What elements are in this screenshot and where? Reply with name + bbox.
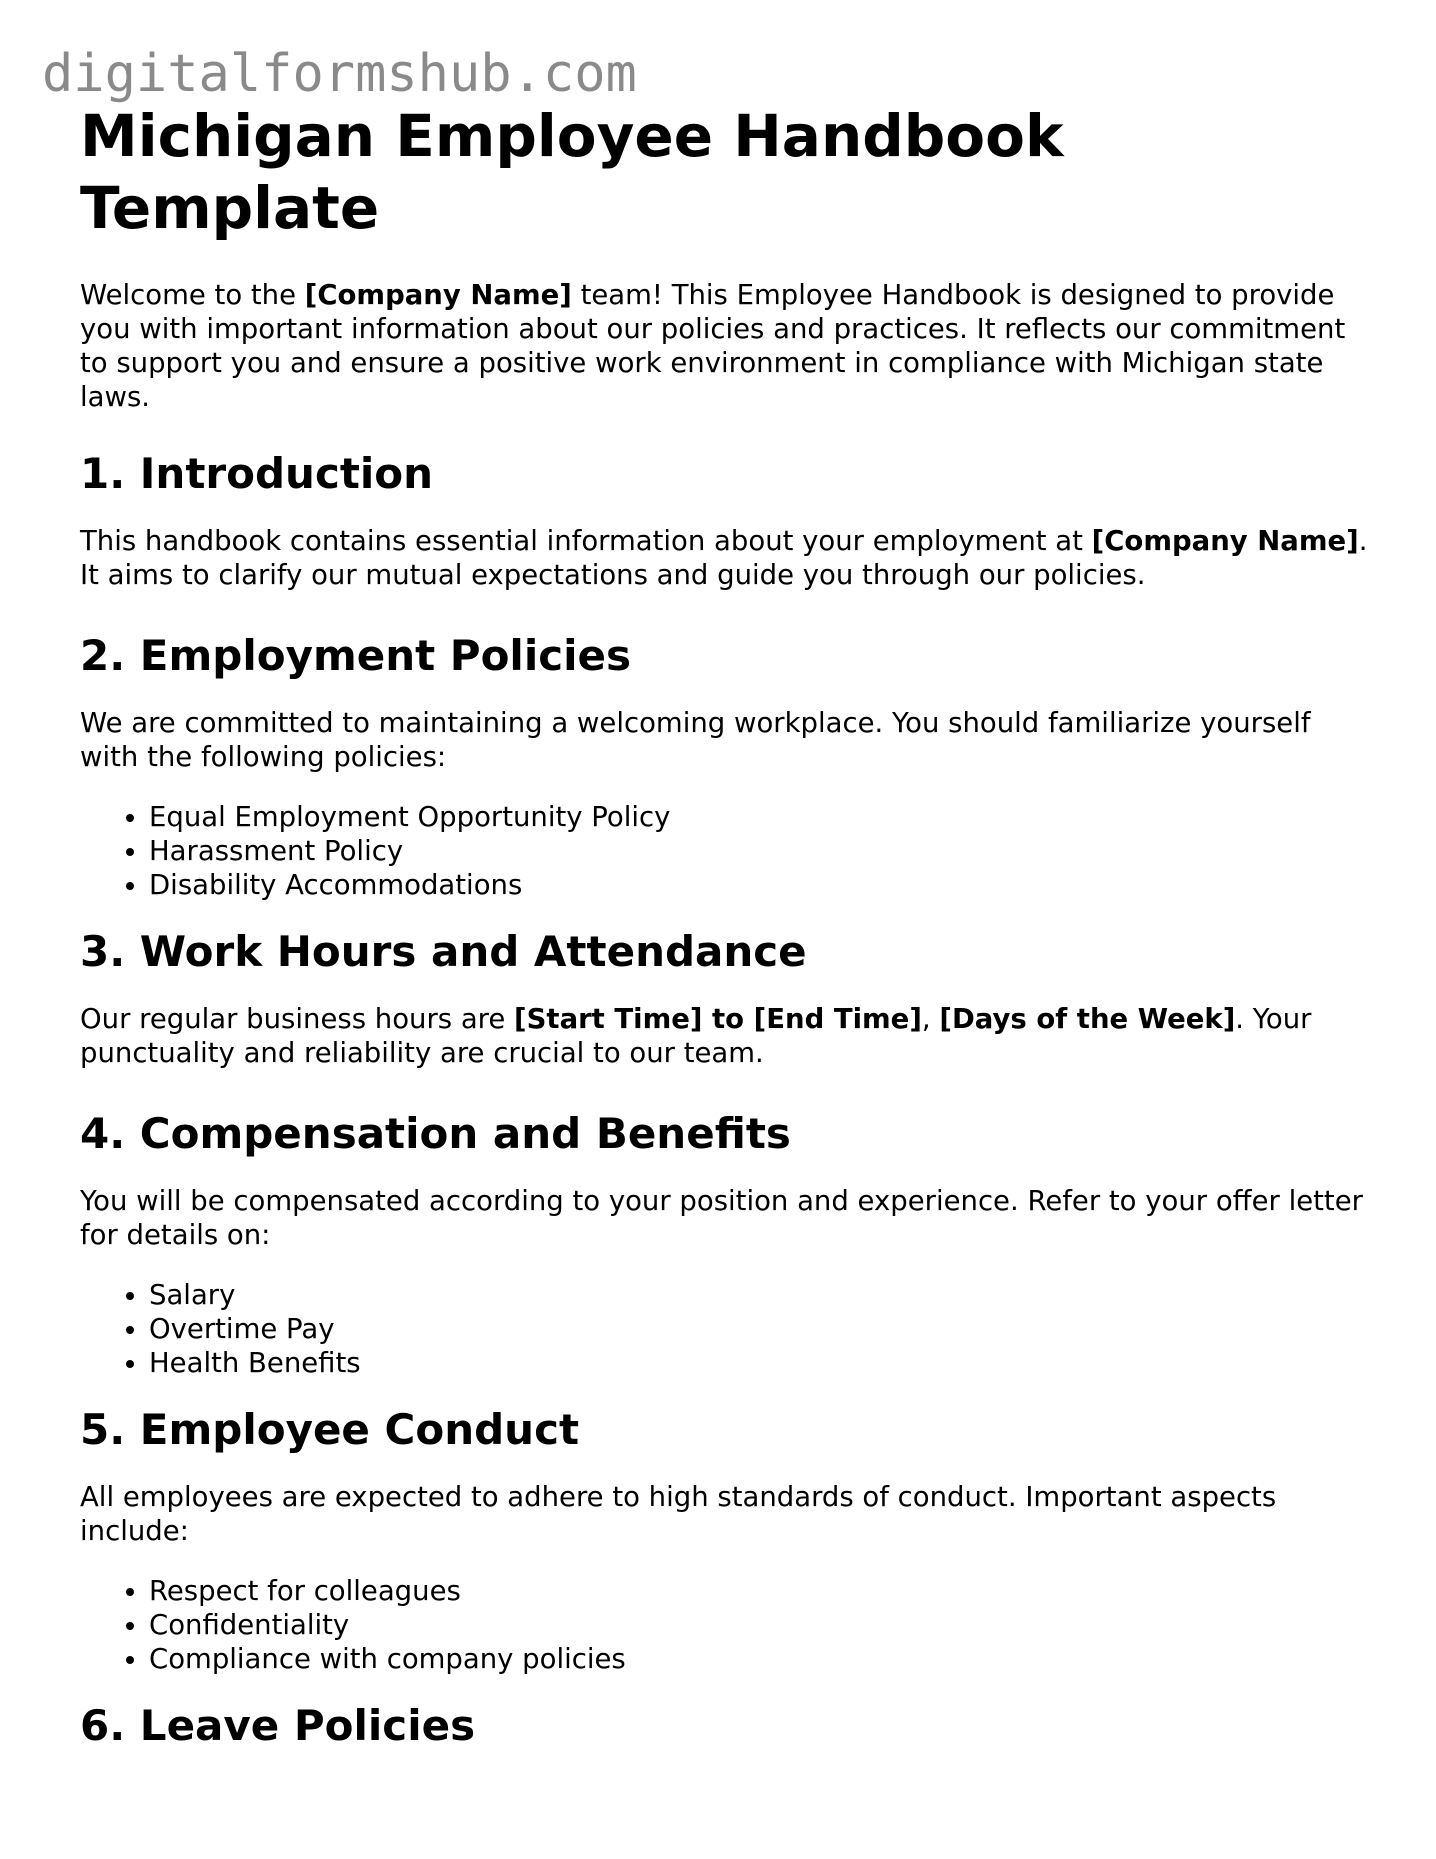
- compensation-paragraph: You will be compensated according to your position and experience. Refer to your offer letter for details on:: [80, 1185, 1363, 1251]
- intro-text-start: Welcome to the: [80, 279, 305, 311]
- section-heading-employment-policies: 2. Employment Policies: [80, 631, 632, 680]
- page-title: Michigan Employee Handbook Template: [80, 102, 1064, 242]
- watermark-text: digitalformshub.com: [42, 44, 637, 104]
- list-item: • Harassment Policy: [149, 834, 1370, 868]
- intro-paragraph: [80, 278, 1370, 414]
- conduct-paragraph: All employees are expected to adhere to high standards of conduct. Important aspects include:: [80, 1481, 1277, 1547]
- time-range-placeholder: [Start Time] to [End Time]: [514, 1003, 922, 1035]
- introduction-text-start: This handbook contains essential information about your employment at: [80, 525, 1092, 557]
- employment-paragraph: We are committed to maintaining a welcoming workplace. You should familiarize yourself with the following policies:: [80, 707, 1311, 773]
- list-item: • Compliance with company policies: [149, 1642, 1370, 1676]
- work-hours-text-end: . Your punctuality and reliability are crucial to our team.: [80, 1003, 1312, 1069]
- employment-policy-list: [80, 800, 1370, 902]
- days-placeholder: [Days of the Week]: [939, 1003, 1236, 1035]
- list-item: • Health Benefits: [149, 1346, 1370, 1380]
- list-item: • Confidentiality: [149, 1608, 1370, 1642]
- work-hours-text-start: Our regular business hours are: [80, 1003, 515, 1035]
- work-hours-paragraph: [80, 1002, 1370, 1070]
- compensation-list: [80, 1278, 1370, 1380]
- list-item: • Overtime Pay: [149, 1312, 1370, 1346]
- intro-text-end: team! This Employee Handbook is designed to provide you with important information about our policies and practices. It reflects our commitment to support you and ensure a positive work environment in compliance with Michigan state laws.: [80, 279, 1346, 413]
- section-heading-employee-conduct: 5. Employee Conduct: [80, 1405, 580, 1454]
- section-heading-leave-policies: 6. Leave Policies: [80, 1701, 476, 1750]
- list-item: • Salary: [149, 1278, 1370, 1312]
- section-heading-work-hours: 3. Work Hours and Attendance: [80, 927, 807, 976]
- company-name-placeholder: [Company Name]: [1091, 525, 1359, 557]
- introduction-paragraph: [80, 524, 1370, 592]
- company-name-placeholder: [Company Name]: [304, 279, 572, 311]
- document-body: [80, 100, 1370, 1776]
- conduct-list: [80, 1574, 1370, 1676]
- separator-text: ,: [921, 1003, 940, 1035]
- list-item: • Respect for colleagues: [149, 1574, 1370, 1608]
- list-item: • Equal Employment Opportunity Policy: [149, 800, 1370, 834]
- list-item: • Disability Accommodations: [149, 868, 1370, 902]
- introduction-text-end: . It aims to clarify our mutual expectations and guide you through our policies.: [80, 525, 1368, 591]
- section-heading-compensation: 4. Compensation and Benefits: [80, 1109, 791, 1158]
- section-heading-introduction: 1. Introduction: [80, 449, 434, 498]
